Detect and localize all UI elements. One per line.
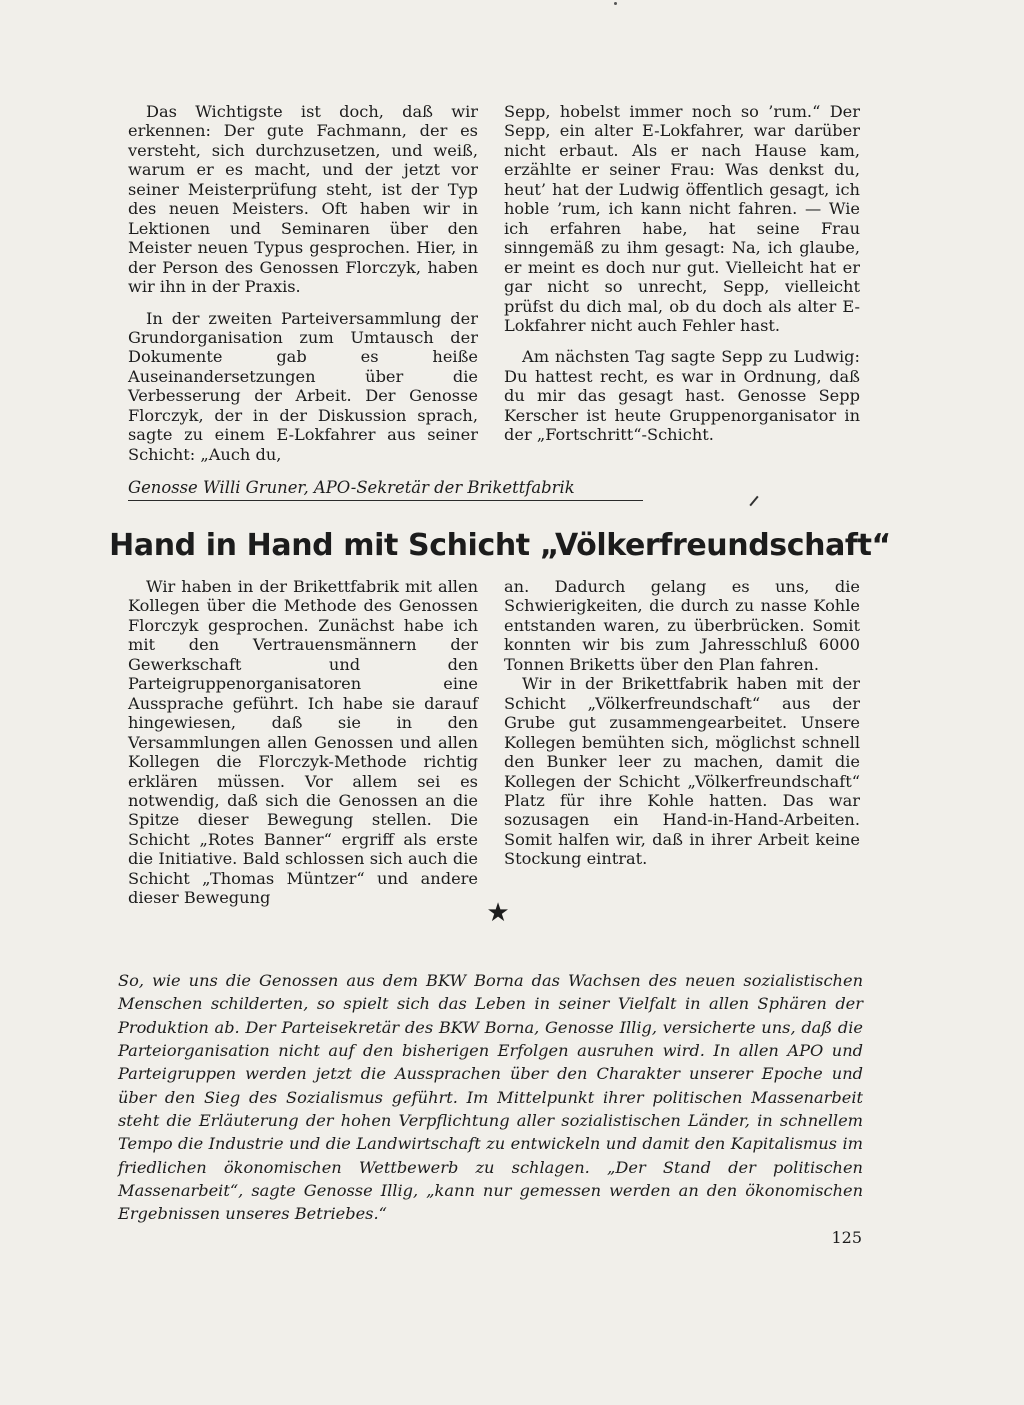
summary-paragraph: So, wie uns die Genossen aus dem BKW Borna das Wachsen des neuen sozialistischen Menschen schilderten, so spielt sich das Leben in seiner Vielfalt in allen Sphären der Produktion ab. Der Parteisekretär des BKW Borna, Genosse Illig, versicherte uns, daß die Parteiorganisation nicht auf den bisherigen Erfolgen ausruhen wird. In allen APO und Parteigruppen werden jetzt die Aussprachen über den Charakter unserer Epoche und über den Sieg des Sozialismus geführt. Im Mittelpunkt ihrer politischen Massenarbeit steht die Erläuterung der hohen Verpflichtung aller sozialistischen Länder, in schnellem Tempo die Industrie und die Landwirtschaft zu entwickeln und damit den Kapitalismus im friedlichen ökonomischen Wettbewerb zu schlagen. „Der Stand der politischen Massenarbeit“, sagte Genosse Illig, „kann nur gemessen werden an den ökonomischen Ergebnissen unseres Betriebes.“ [118, 971, 863, 1224]
closing-summary [118, 969, 863, 1226]
top-article-left-column [128, 102, 478, 464]
section-separator-star-icon: ★ [486, 898, 510, 928]
print-speck [614, 2, 617, 5]
main-article-right-column [504, 577, 860, 869]
author-byline: Genosse Willi Gruner, APO-Sekretär der Brikettfabrik [128, 478, 643, 501]
paragraph: Wir in der Brikettfabrik haben mit der Schicht „Völkerfreundschaft“ aus der Grube gut zusammengearbeitet. Unsere Kollegen bemühten sich, möglichst schnell den Bunker leer zu machen, damit die Kollegen der Schicht „Völkerfreundschaft“ Platz für ihre Kohle hatten. Das war sozusagen ein Hand-in-Hand-Arbeiten. Somit halfen wir, daß in ihrer Arbeit keine Stockung eintrat. [504, 674, 860, 869]
paragraph: In der zweiten Parteiversammlung der Grundorganisation zum Umtausch der Dokumente gab es heiße Auseinandersetzungen über die Verbesserung der Arbeit. Der Genosse Florczyk, der in der Diskussion sprach, sagte zu einem E-Lokfahrer aus seiner Schicht: „Auch du, [128, 308, 478, 464]
paragraph: an. Dadurch gelang es uns, die Schwierigkeiten, die durch zu nasse Kohle entstanden waren, zu überbrücken. Somit konnten wir bis zum Jahresschluß 6000 Tonnen Briketts über den Plan fahren. [504, 577, 860, 674]
paragraph: Am nächsten Tag sagte Sepp zu Ludwig: Du hattest recht, es war in Ordnung, daß du mir das gesagt hast. Genosse Sepp Kerscher ist heute Gruppenorganisator in der „Fortschritt“-Schicht. [504, 347, 860, 445]
paragraph: Sepp, hobelst immer noch so ’rum.“ Der Sepp, ein alter E-Lokfahrer, war darüber nicht erbaut. Als er nach Hause kam, erzählte er seiner Frau: Was denkst du, heut’ hat der Ludwig öffentlich gesagt, ich hoble ’rum, ich kann nicht fahren. — Wie ich erfahren habe, hat seine Frau sinngemäß zu ihm gesagt: Na, ich glaube, er meint es doch nur gut. Vielleicht hat er gar nicht so unrecht, Sepp, vielleicht prüfst du dich mal, ob du doch als alter E-Lokfahrer nicht auch Fehler hast. [504, 102, 860, 335]
main-article-left-column [128, 577, 478, 908]
top-article-right-column [504, 102, 860, 445]
paragraph: Das Wichtigste ist doch, daß wir erkennen: Der gute Fachmann, der es versteht, sich durchzusetzen, und weiß, warum er es macht, und der jetzt vor seiner Meisterprüfung steht, ist der Typ des neuen Meisters. Oft haben wir in Lektionen und Seminaren über den Meister neuen Typus gesprochen. Hier, in der Person des Genossen Florczyk, haben wir ihn in der Praxis. [128, 102, 478, 297]
print-speck [749, 496, 758, 506]
paragraph: Wir haben in der Brikettfabrik mit allen Kollegen über die Methode des Genossen Florczyk gesprochen. Zunächst habe ich mit den Vertrauensmännern der Gewerkschaft und den Parteigruppenorganisatoren eine Aussprache geführt. Ich habe sie darauf hingewiesen, daß sie in den Versammlungen allen Genossen und allen Kollegen die Florczyk-Methode richtig erklären müssen. Vor allem sei es notwendig, daß sich die Genossen an die Spitze dieser Bewegung stellen. Die Schicht „Rotes Banner“ ergriff als erste die Initiative. Bald schlossen sich auch die Schicht „Thomas Müntzer“ und andere dieser Bewegung [128, 577, 478, 908]
page-number: 125 [831, 1228, 862, 1247]
article-headline: Hand in Hand mit Schicht „Völkerfreundschaft“ [109, 528, 891, 563]
